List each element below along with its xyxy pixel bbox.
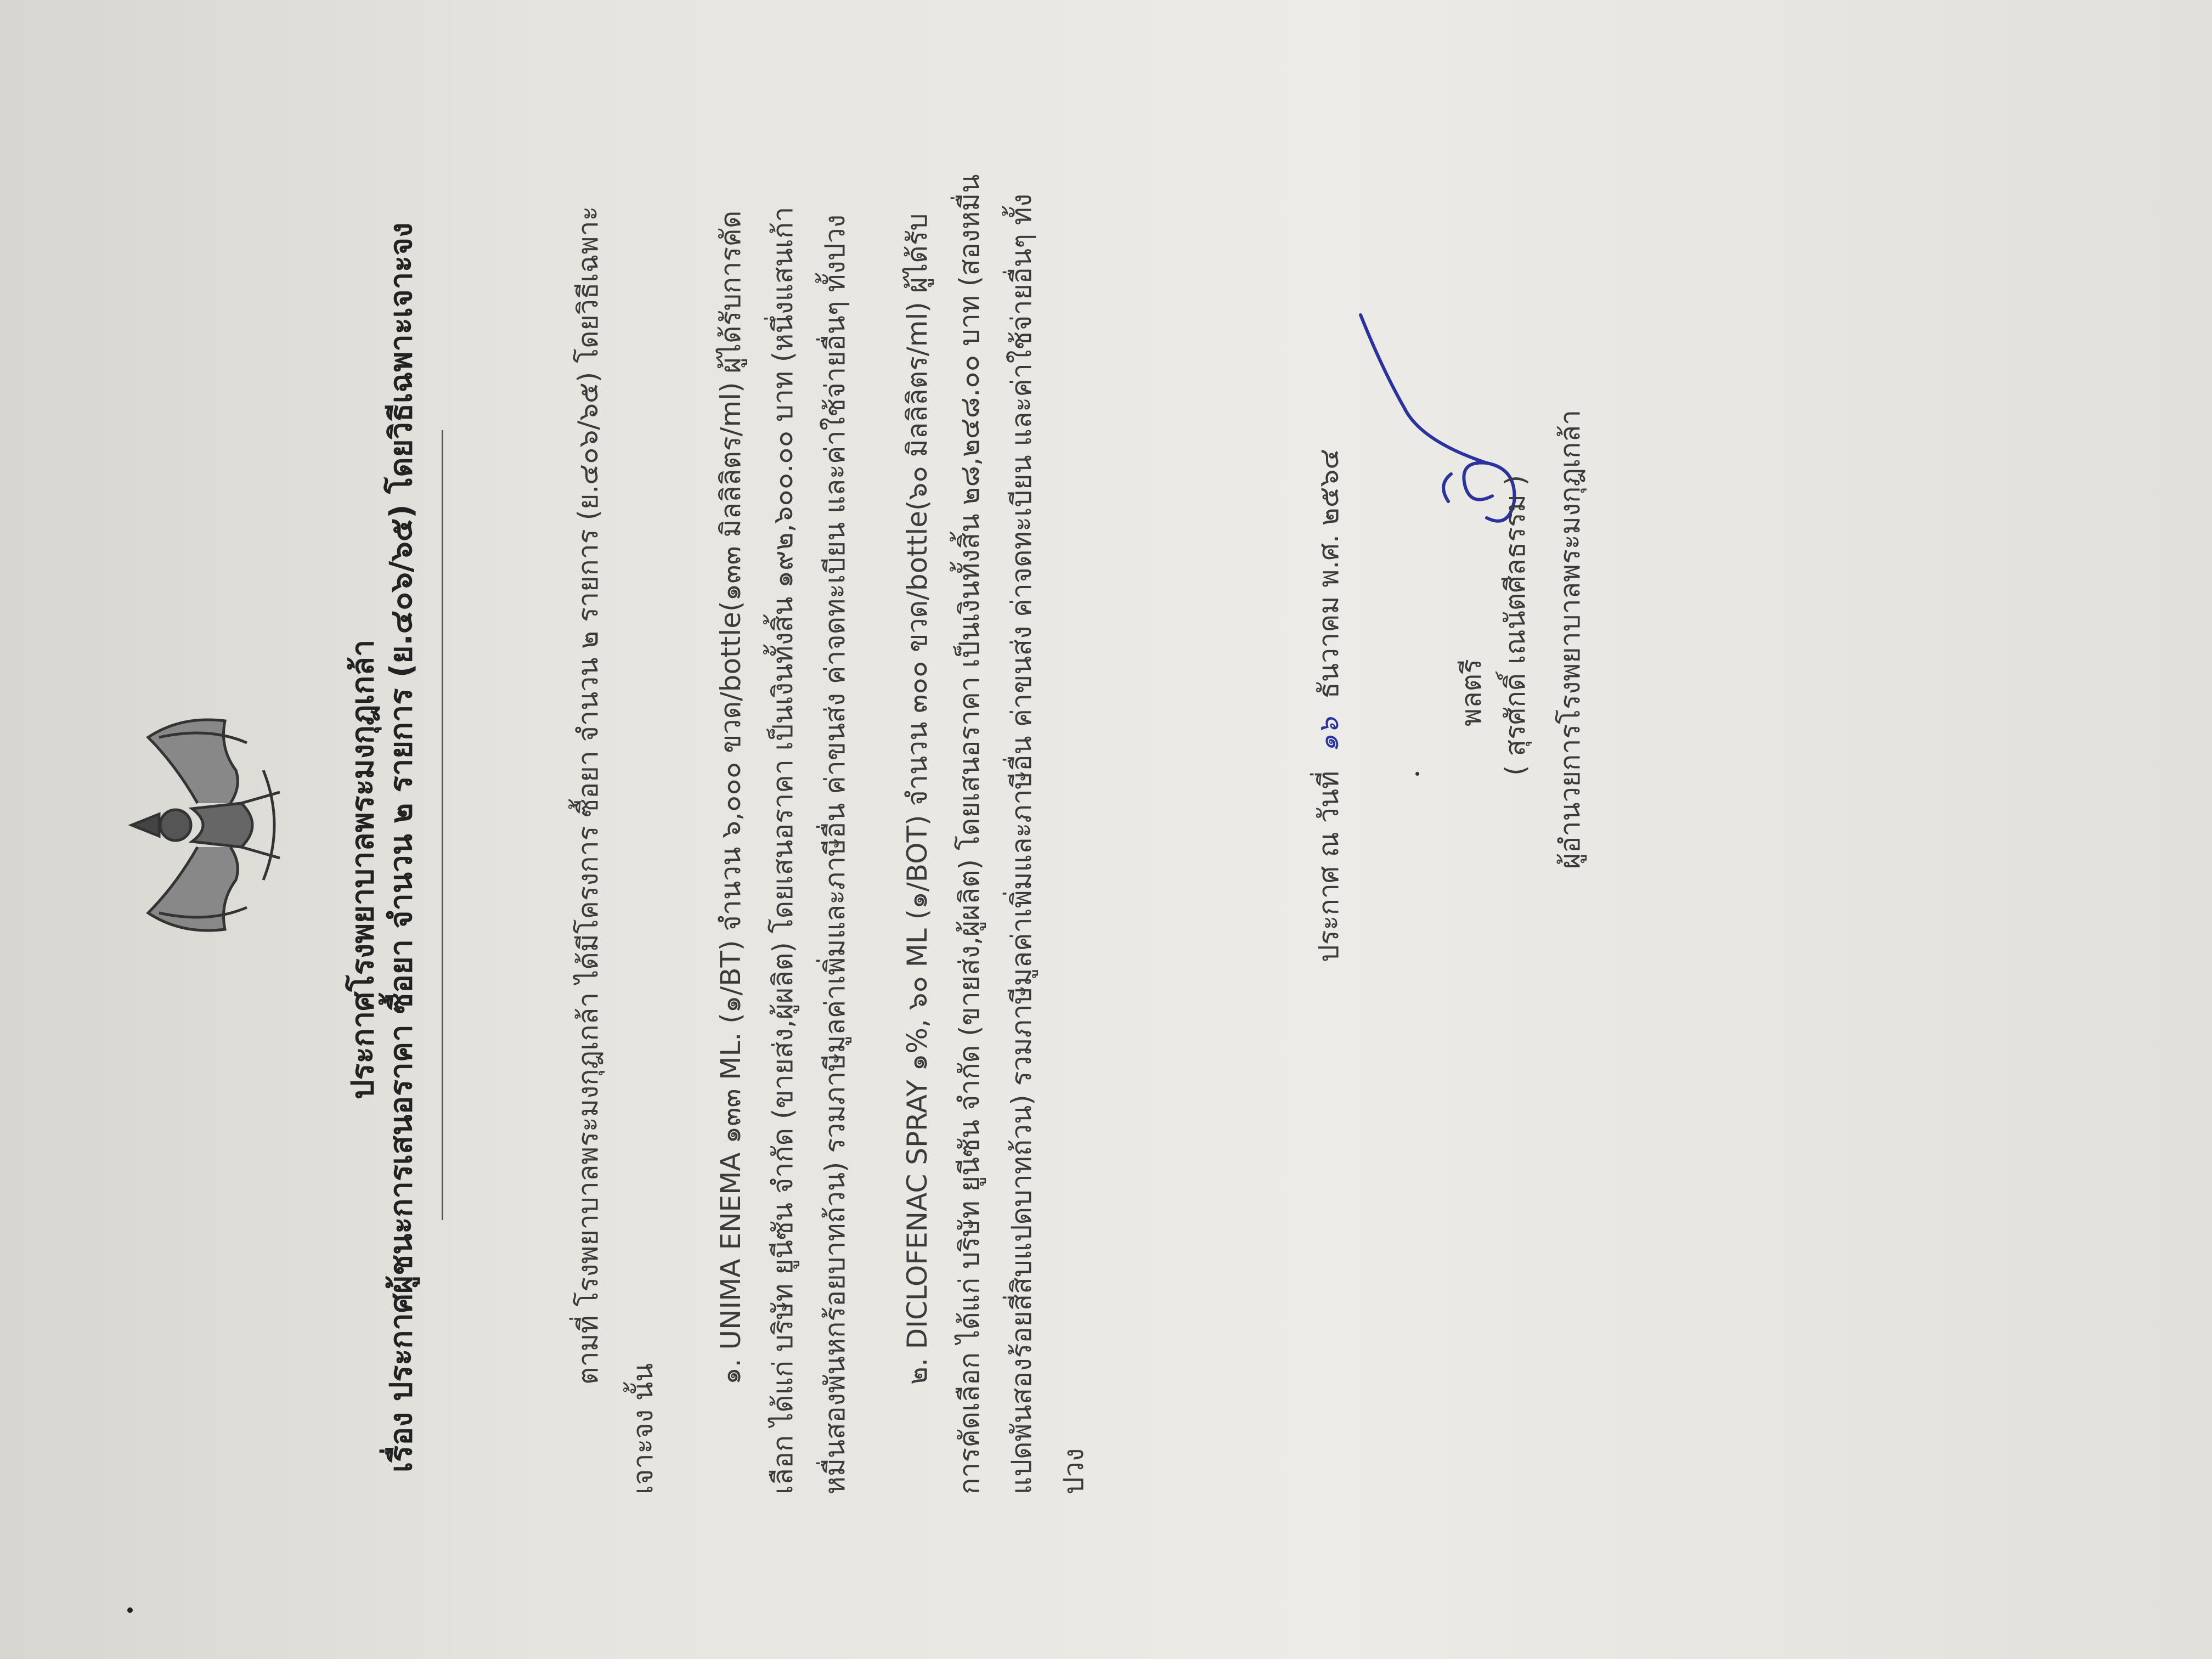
item-1-line-1: ๑. UNIMA ENEMA ๑๓๓ ML. (๑/BT) จำนวน ๖,๐๐๐ ขวด/bottle(๑๓๓ มิลลิลิตร/ml) ผู้ได้รับการคัด: [715, 210, 747, 1385]
signer-name: ( สุรศักดิ์ เณนัตศีลธรรม ): [1499, 475, 1531, 776]
header-divider: [442, 430, 443, 1220]
subject-text: ประกาศผู้ชนะการเสนอราคา ซื้อยา จำนวน ๒ รายการ (ย.๔๐๖/๖๕) โดยวิธีเฉพาะเจาะจง: [383, 222, 419, 1402]
announcement-title: ประกาศโรงพยาบาลพระมงกุฎเกล้า: [345, 639, 381, 1099]
item-1-line-2: เลือก ได้แก่ บริษัท ยูนีซัน จำกัด (ขายส่ง,ผู้ผลิต) โดยเสนอราคา เป็นเงินทั้งสิ้น ๑๙๒,๖๐๐.๐๐ บาท (หนึ่งแสนเก้า: [767, 206, 799, 1494]
garuda-emblem-icon: [99, 704, 296, 946]
intro-line-2: เจาะจง นั้น: [627, 1363, 659, 1494]
item-1-line-3: หมื่นสองพันหกร้อยบาทถ้วน) รวมภาษีมูลค่าเพิ่มและภาษีอื่น ค่าขนส่ง ค่าจดทะเบียน และค่าใช้จ่ายอื่นๆ ทั้งปวง: [819, 215, 851, 1494]
date-prefix: ประกาศ ณ วันที่: [1313, 771, 1345, 962]
item-2-line-4: ปวง: [1058, 1448, 1090, 1494]
item-2-line-3: แปดพันสองร้อยสี่สิบแปดบาทถ้วน) รวมภาษีมูลค่าเพิ่มและภาษีอื่น ค่าขนส่ง ค่าจดทะเบียน และค่าใช้จ่ายอื่นๆ ทั้ง: [1006, 193, 1037, 1494]
lens-speck: [127, 1607, 133, 1613]
paper-speck: [1415, 772, 1419, 776]
item-2-line-2: การคัดเลือก ได้แก่ บริษัท ยูนีซัน จำกัด (ขายส่ง,ผู้ผลิต) โดยเสนอราคา เป็นเงินทั้งสิ้น ๒๘,๒๔๘.๐๐ บาท (สองหมื่น: [953, 174, 985, 1494]
date-day-handwritten: ๑๖: [1313, 717, 1345, 753]
signer-rank: พลตรี: [1455, 659, 1487, 726]
announcement-subject: [384, 223, 419, 1472]
signer-position: ผู้อำนวยการโรงพยาบาลพระมงกุฎเกล้า: [1554, 409, 1586, 869]
date-suffix: ธันวาคม พ.ศ. ๒๕๖๔: [1313, 448, 1345, 699]
intro-line-1: ตามที่ โรงพยาบาลพระมงกุฎเกล้า ได้มีโครงการ ซื้อยา จำนวน ๒ รายการ (ย.๔๐๖/๖๕) โดยวิธีเฉพาะ: [572, 206, 604, 1385]
announcement-date: [1311, 449, 1346, 962]
subject-prefix: เรื่อง: [383, 1412, 419, 1472]
item-2-line-1: ๒. DICLOFENAC SPRAY ๑%, ๖๐ ML (๑/BOT) จำนวน ๓๐๐ ขวด/bottle(๖๐ มิลลิลิตร/ml) ผู้ได้รับ: [901, 213, 933, 1385]
